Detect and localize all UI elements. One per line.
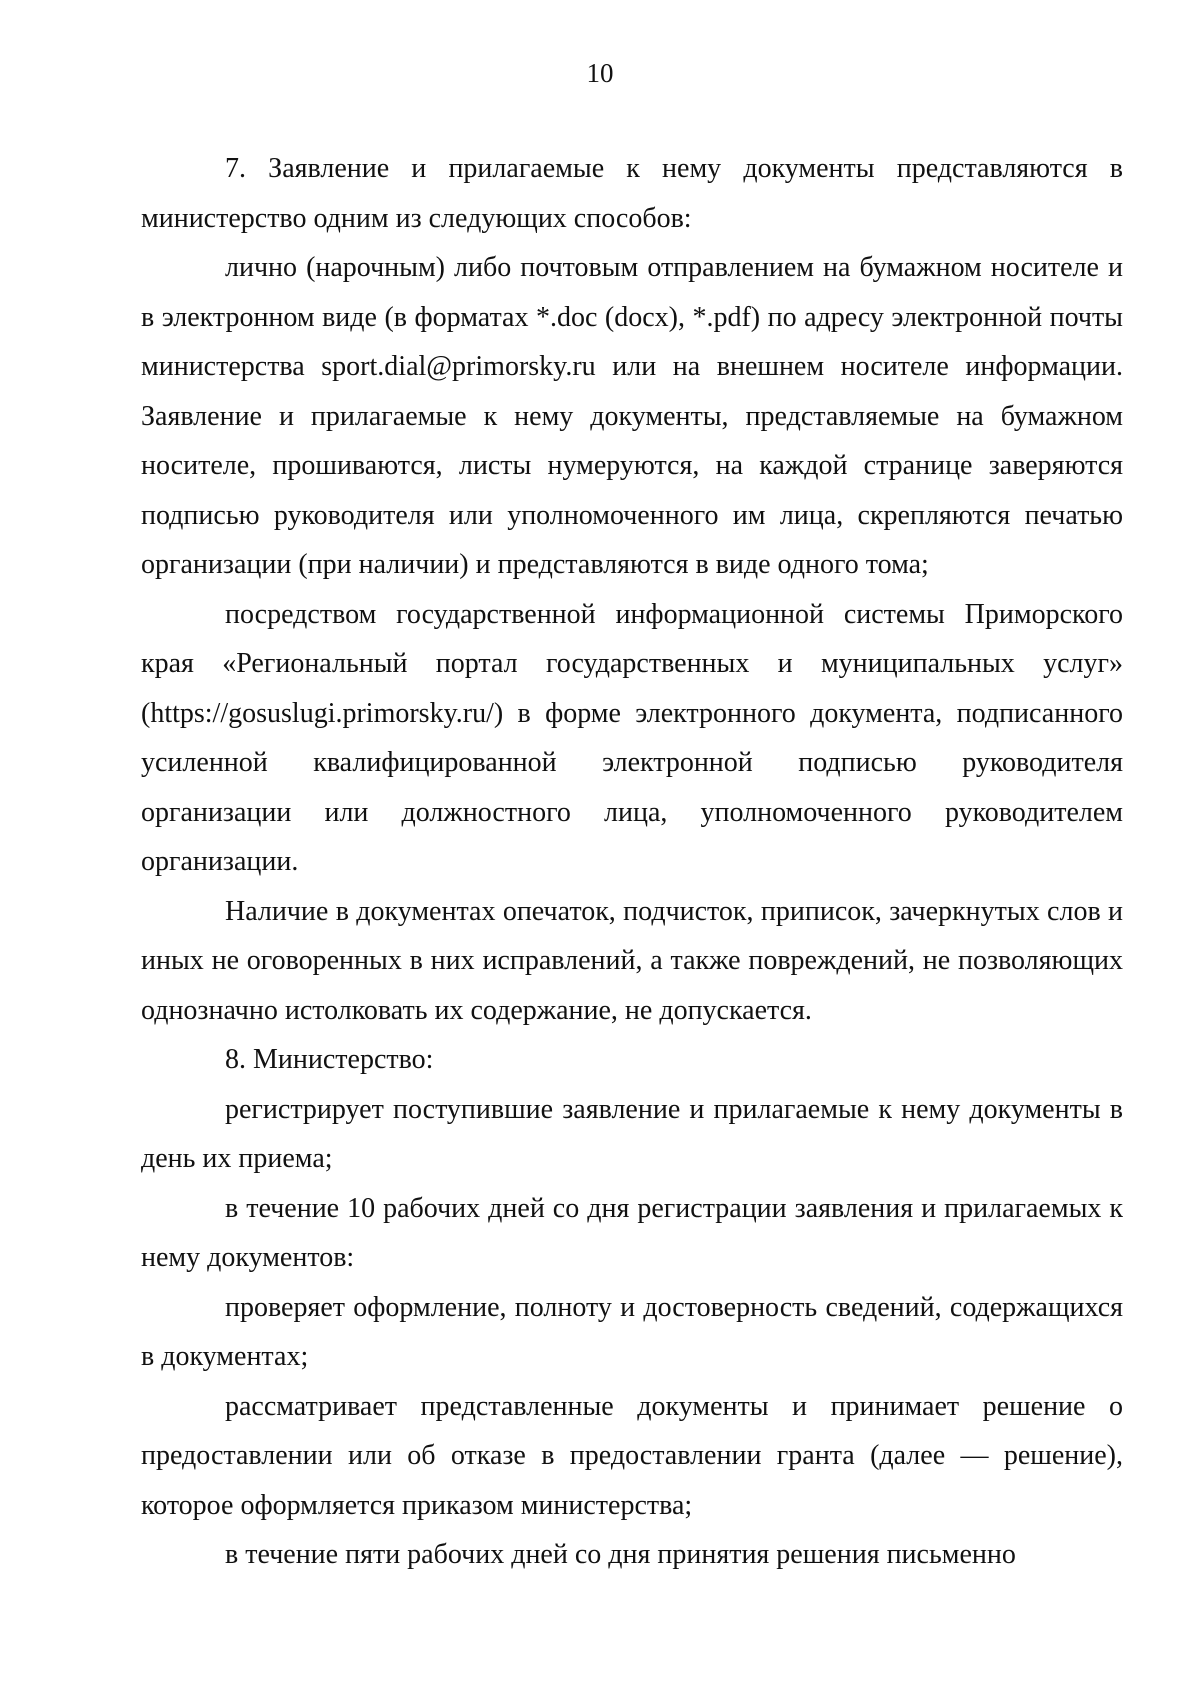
paragraph-corrections-not-allowed: Наличие в документах опечаток, подчисток, приписок, зачеркнутых слов и иных не оговоренных в них исправлений, а также повреждений, не позволяющих однозначно истолковать их содержание, не допускается.	[141, 895, 1123, 1026]
paragraph-ministry-heading: 8. Министерство:	[225, 1044, 434, 1075]
paragraph-submission-methods: 7. Заявление и прилагаемые к нему документы представляются в министерство одним из следующих способов:	[141, 153, 1123, 234]
paragraph-within-5-days: в течение пяти рабочих дней со дня принятия решения письменно	[225, 1539, 1016, 1570]
paragraph-considers: рассматривает представленные документы и принимает решение о предоставлении или об отказе в предоставлении гранта (далее — решение), которое оформляется приказом министерства;	[141, 1390, 1123, 1521]
paragraph-regional-portal: посредством государственной информационной системы Приморского края «Региональный портал государственных и муниципальных услуг» (https://gosuslugi.primorsky.ru/) в форме электронного документа, подписанного усиленной квалифицированной электронной подписью руководителя организации или должностного лица, уполномоченного руководителем организации.	[141, 598, 1123, 877]
paragraph-within-10-days: в течение 10 рабочих дней со дня регистрации заявления и прилагаемых к нему документов:	[141, 1192, 1123, 1273]
paragraph-registers: регистрирует поступившие заявление и прилагаемые к нему документы в день их приема;	[141, 1093, 1123, 1174]
page-number: 10	[586, 58, 614, 88]
paragraph-personal-or-mail: лично (нарочным) либо почтовым отправлением на бумажном носителе и в электронном виде (в форматах *.doc (docx), *.pdf) по адресу электронной почты министерства sport.dial@primorsky.ru или на внешнем носителе информации. Заявление и прилагаемые к нему документы, представляемые на бумажном носителе, прошиваются, листы нумеруются, на каждой странице заверяются подписью руководителя или уполномоченного им лица, скрепляются печатью организации (при наличии) и представляются в виде одного тома;	[141, 252, 1123, 580]
paragraph-checks: проверяет оформление, полноту и достоверность сведений, содержащихся в документах;	[141, 1291, 1123, 1372]
document-body	[141, 144, 1123, 1580]
